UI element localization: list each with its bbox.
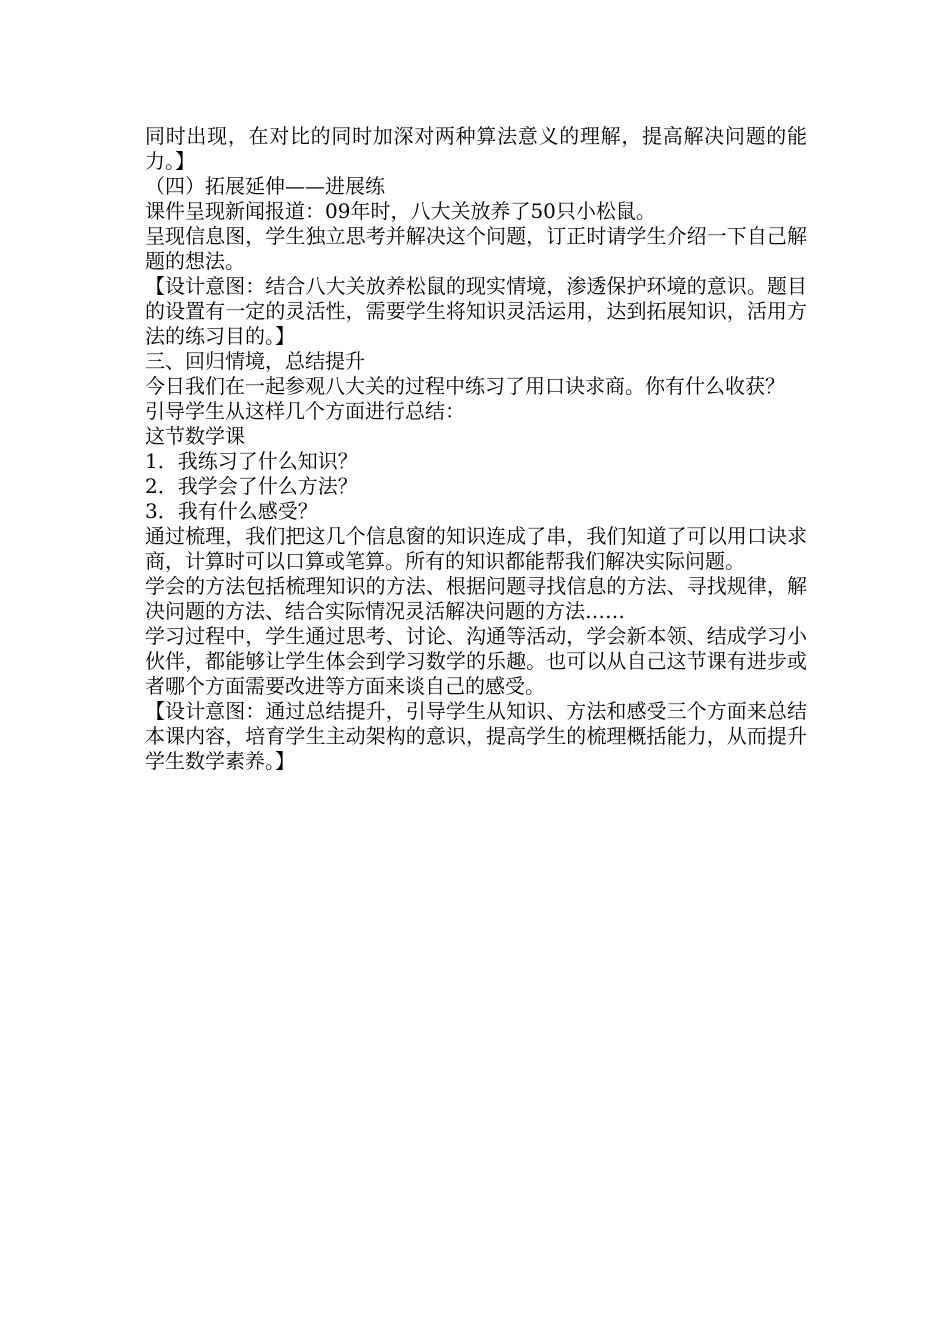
paragraph-through-sorting: 通过梳理，我们把这几个信息窗的知识连成了串，我们知道了可以用口诀求商，计算时可以口算或笔算。所有的知识都能帮我们解决实际问题。	[145, 524, 807, 573]
list-item-method: 2．我学会了什么方法？	[145, 474, 358, 498]
document-body	[145, 124, 807, 774]
paragraph-this-math-class: 这节数学课	[145, 424, 245, 448]
list-item-knowledge: 1．我练习了什么知识？	[145, 449, 358, 473]
paragraph-news-report: 课件呈现新闻报道：09年时，八大关放养了50只小松鼠。	[145, 199, 656, 223]
heading-extension-practice: （四）拓展延伸——进展练	[145, 174, 385, 198]
list-item-feeling: 3．我有什么感受？	[145, 499, 318, 523]
paragraph-design-intent-continued: 同时出现，在对比的同时加深对两种算法意义的理解，提高解决问题的能力。】	[145, 124, 807, 173]
paragraph-design-intent-squirrels: 【设计意图：结合八大关放养松鼠的现实情境，渗透保护环境的意识。题目的设置有一定的灵活性，需要学生将知识灵活运用，达到拓展知识，活用方法的练习目的。】	[145, 274, 807, 348]
paragraph-design-intent-summary: 【设计意图：通过总结提升，引导学生从知识、方法和感受三个方面来总结本课内容，培育学生主动架构的意识，提高学生的梳理概括能力，从而提升学生数学素养。】	[145, 699, 807, 773]
paragraph-today-visit: 今日我们在一起参观八大关的过程中练习了用口诀求商。你有什么收获？	[145, 374, 785, 398]
paragraph-info-graphic: 呈现信息图，学生独立思考并解决这个问题，订正时请学生介绍一下自己解题的想法。	[145, 224, 807, 273]
heading-summary: 三、回归情境，总结提升	[145, 349, 365, 373]
paragraph-methods-learned: 学会的方法包括梳理知识的方法、根据问题寻找信息的方法、寻找规律，解决问题的方法、结合实际情况灵活解决问题的方法……	[145, 574, 807, 623]
paragraph-learning-process: 学习过程中，学生通过思考、讨论、沟通等活动，学会新本领、结成学习小伙伴，都能够让学生体会到学习数学的乐趣。也可以从自己这节课有进步或者哪个方面需要改进等方面来谈自己的感受。	[145, 624, 807, 698]
paragraph-guide-students: 引导学生从这样几个方面进行总结：	[145, 399, 465, 423]
